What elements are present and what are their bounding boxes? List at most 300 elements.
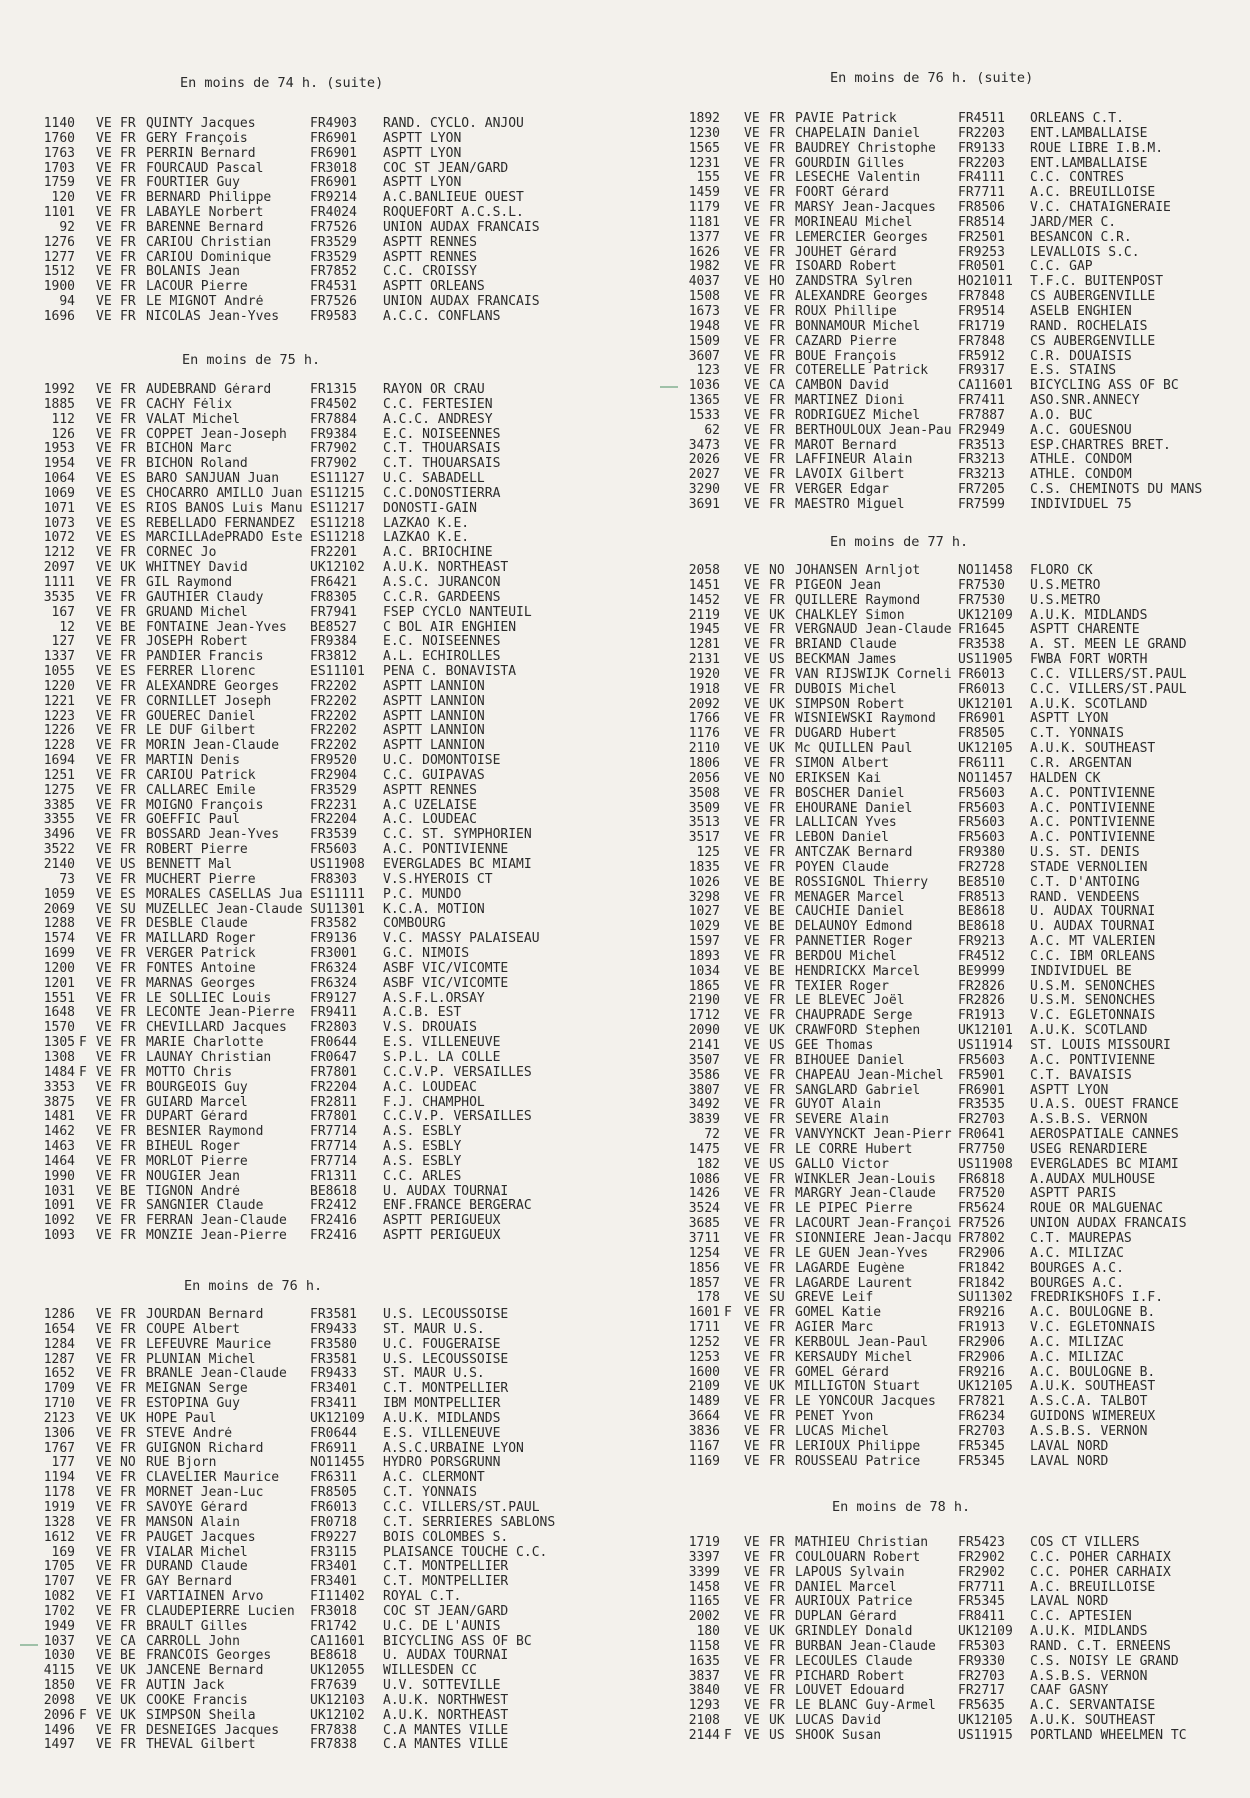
rider-cty: FR	[769, 1276, 785, 1291]
result-row	[625, 831, 1250, 846]
result-row	[0, 1605, 625, 1620]
rider-cty: US	[120, 858, 136, 872]
result-row	[625, 579, 1250, 594]
rider-club: WILLESDEN CC	[383, 1664, 477, 1679]
rider-cty: FR	[120, 1500, 136, 1515]
result-row	[625, 742, 1250, 757]
rider-cty: FR	[769, 1113, 785, 1128]
rider-club: ASPTT RENNES	[383, 235, 477, 250]
rider-cty: FR	[120, 1441, 136, 1456]
result-row	[0, 1110, 625, 1125]
rider-cty: FR	[120, 1738, 136, 1753]
rider-code: FR5345	[958, 1439, 1005, 1454]
rider-club: U.S.M. SENONCHES	[1030, 979, 1156, 994]
rider-num: 3290	[688, 483, 720, 498]
rider-name: VALAT Michel	[146, 412, 240, 427]
rider-cat: VE	[744, 1187, 760, 1202]
results-list	[625, 112, 1250, 513]
rider-name: STEVE André	[146, 1426, 233, 1441]
rider-name: FERRAN Jean-Claude	[146, 1214, 287, 1229]
rider-num: 1281	[688, 638, 720, 653]
rider-num: 1705	[43, 1560, 75, 1575]
rider-cat: VE	[96, 1411, 112, 1426]
rider-cty: BE	[769, 875, 785, 890]
result-row	[0, 1036, 625, 1051]
result-row	[625, 1610, 1250, 1625]
rider-cat: VE	[96, 561, 112, 576]
rider-cat: VE	[96, 1050, 112, 1065]
result-row	[0, 502, 625, 517]
rider-name: BOURGEOIS Guy	[146, 1080, 248, 1095]
rider-cat: VE	[96, 412, 112, 427]
rider-cat: VE	[96, 516, 112, 531]
rider-code: FR3213	[958, 468, 1005, 483]
rider-num: 1254	[688, 1246, 720, 1261]
rider-num: 1481	[43, 1110, 75, 1125]
rider-name: DURAND Claude	[146, 1560, 248, 1575]
rider-num: 1458	[688, 1580, 720, 1595]
rider-code: FR7714	[310, 1125, 357, 1140]
rider-code: FR7884	[310, 412, 357, 427]
rider-cty: FR	[769, 786, 785, 801]
rider-code: FR0501	[958, 260, 1005, 275]
rider-cty: FR	[769, 1580, 785, 1595]
result-row	[0, 1709, 625, 1724]
rider-name: BRANLE Jean-Claude	[146, 1367, 287, 1382]
rider-club: C.C.V.P. VERSAILLES	[383, 1110, 532, 1125]
rider-cty: FR	[120, 1169, 136, 1184]
rider-name: BENNETT Mal	[146, 858, 233, 872]
rider-cty: FR	[769, 1246, 785, 1261]
rider-num: 1253	[688, 1350, 720, 1365]
rider-num: 12	[59, 620, 75, 635]
rider-code: UK12101	[958, 697, 1013, 712]
rider-num: 3353	[43, 1080, 75, 1095]
rider-cty: FR	[120, 427, 136, 442]
result-row	[625, 802, 1250, 817]
rider-name: WHITNEY David	[146, 561, 248, 576]
result-row	[625, 305, 1250, 320]
rider-club: CAAF GASNY	[1030, 1684, 1109, 1699]
rider-club: ASPTT ORLEANS	[383, 280, 485, 295]
rider-cty: BE	[769, 920, 785, 935]
rider-club: A.U.K. SCOTLAND	[1030, 1024, 1148, 1039]
rider-name: LUCAS David	[795, 1714, 882, 1729]
rider-num: 3840	[688, 1684, 720, 1699]
result-row	[0, 1442, 625, 1457]
rider-code: FR2203	[958, 156, 1005, 171]
rider-code: FR4511	[958, 112, 1005, 126]
rider-cty: FR	[120, 191, 136, 206]
rider-name: MARGRY Jean-Claude	[795, 1187, 936, 1202]
rider-cat: VE	[96, 620, 112, 635]
rider-cat: VE	[96, 947, 112, 962]
result-row	[0, 162, 625, 177]
rider-code: FR3018	[310, 1604, 357, 1619]
rider-club: ORLEANS C.T.	[1030, 112, 1124, 126]
rider-cat: VE	[744, 653, 760, 668]
rider-num: 1948	[688, 319, 720, 334]
rider-cat: VE	[96, 1500, 112, 1515]
rider-cty: US	[769, 1039, 785, 1053]
rider-club: DONOSTI-GAIN	[383, 501, 477, 516]
result-row	[0, 132, 625, 147]
rider-club: A.S.C.A. TALBOT	[1030, 1395, 1148, 1410]
rider-club: ASPTT LYON	[1030, 1083, 1109, 1098]
rider-num: 3513	[688, 816, 720, 831]
rider-cty: FR	[769, 1454, 785, 1469]
rider-cat: VE	[744, 1246, 760, 1261]
rider-name: CHEVILLARD Jacques	[146, 1021, 287, 1036]
rider-cty: FR	[120, 1021, 136, 1036]
rider-cat: VE	[96, 1575, 112, 1590]
rider-num: 1337	[43, 650, 75, 665]
rider-cat: VE	[744, 141, 760, 156]
rider-name: DUBOIS Michel	[795, 682, 897, 697]
rider-num: 1856	[688, 1261, 720, 1276]
rider-name: LEFEUVRE Maurice	[146, 1337, 272, 1352]
rider-num: 2144	[688, 1728, 720, 1743]
rider-code: FR1315	[310, 383, 357, 397]
rider-code: BE8618	[310, 1649, 357, 1664]
rider-club: A.C. PONTIVIENNE	[1030, 801, 1156, 816]
rider-num: 2131	[688, 653, 720, 668]
rider-num: 1111	[43, 575, 75, 590]
rider-num: 1228	[43, 739, 75, 754]
rider-code: FR9384	[310, 427, 357, 442]
rider-cty: US	[769, 1728, 785, 1743]
rider-name: CALLAREC Emile	[146, 783, 256, 798]
rider-cty: FR	[769, 304, 785, 319]
rider-num: 1069	[43, 486, 75, 501]
rider-cty: NO	[120, 1456, 136, 1471]
rider-cty: BE	[769, 964, 785, 979]
rider-name: GOUEREC Daniel	[146, 709, 256, 724]
rider-num: 1767	[43, 1441, 75, 1456]
rider-club: A.C. BRIOCHINE	[383, 546, 493, 561]
rider-club: U.V. SOTTEVILLE	[383, 1679, 501, 1694]
rider-club: ASPTT LANNION	[383, 739, 485, 754]
rider-num: 1286	[43, 1308, 75, 1322]
rider-num: 4037	[688, 275, 720, 290]
rider-code: FR9330	[958, 1654, 1005, 1669]
rider-num: 1709	[43, 1382, 75, 1397]
rider-club: A.C. PONTIVIENNE	[1030, 816, 1156, 831]
rider-code: UK12105	[958, 742, 1013, 757]
result-row	[625, 468, 1250, 483]
rider-num: 3508	[688, 786, 720, 801]
rider-code: UK12103	[310, 1693, 365, 1708]
section-title: En moins de 75 h.	[182, 352, 321, 368]
result-row	[0, 1081, 625, 1096]
rider-cat: VE	[96, 991, 112, 1006]
rider-name: ESTOPINA Guy	[146, 1397, 240, 1412]
rider-cat: VE	[744, 608, 760, 623]
rider-club: RAND. VENDEENS	[1030, 890, 1140, 905]
rider-num: 1512	[43, 265, 75, 280]
rider-club: BOURGES A.C.	[1030, 1276, 1124, 1291]
rider-name: PIGEON Jean	[795, 578, 882, 593]
rider-club: A.C. MILIZAC	[1030, 1246, 1124, 1261]
rider-club: CS AUBERGENVILLE	[1030, 290, 1156, 305]
rider-cty: FR	[769, 438, 785, 453]
result-row	[0, 621, 625, 636]
result-row	[0, 1066, 625, 1081]
rider-cat: VE	[96, 1426, 112, 1441]
rider-num: 1533	[688, 408, 720, 423]
rider-num: 1064	[43, 472, 75, 487]
result-row	[625, 1410, 1250, 1425]
rider-code: FR9133	[958, 141, 1005, 156]
rider-num: 1034	[688, 964, 720, 979]
rider-club: A.C. LOUDEAC	[383, 1080, 477, 1095]
rider-code: FR7801	[310, 1065, 357, 1080]
rider-name: LERIOUX Philippe	[795, 1439, 921, 1454]
result-row	[625, 891, 1250, 906]
rider-code: FR3582	[310, 917, 357, 932]
rider-num: 155	[696, 171, 720, 186]
rider-cty: UK	[120, 1664, 136, 1679]
rider-code: FR8305	[310, 590, 357, 605]
rider-cat: VE	[744, 408, 760, 423]
result-row	[625, 1536, 1250, 1551]
rider-num: 1760	[43, 131, 75, 146]
rider-name: HENDRICKX Marcel	[795, 964, 921, 979]
result-row	[625, 1306, 1250, 1321]
rider-name: LECOULES Claude	[795, 1654, 913, 1669]
rider-club: A.O. BUC	[1030, 408, 1093, 423]
rider-code: US11915	[958, 1728, 1013, 1743]
rider-name: JOURDAN Bernard	[146, 1308, 264, 1322]
rider-name: LESECHE Valentin	[795, 171, 921, 186]
rider-code: FR7941	[310, 605, 357, 620]
rider-code: ES11111	[310, 887, 365, 902]
rider-cat: VE	[96, 280, 112, 295]
rider-name: VARTIAINEN Arvo	[146, 1590, 264, 1605]
rider-name: LACOURT Jean-Françoi	[795, 1217, 952, 1232]
result-row	[625, 350, 1250, 365]
rider-club: ASBF VIC/VICOMTE	[383, 961, 509, 976]
rider-cty: FR	[769, 949, 785, 964]
result-row	[625, 1187, 1250, 1202]
rider-cty: FR	[120, 1006, 136, 1021]
rider-name: LEMERCIER Georges	[795, 230, 929, 245]
rider-cat: VE	[96, 724, 112, 739]
rider-cty: FR	[120, 546, 136, 561]
result-row	[0, 799, 625, 814]
rider-code: FR2826	[958, 979, 1005, 994]
result-row	[625, 379, 1250, 394]
rider-cty: ES	[120, 665, 136, 680]
result-row	[0, 695, 625, 710]
rider-num: 1892	[688, 112, 720, 126]
rider-name: AUTIN Jack	[146, 1679, 225, 1694]
rider-num: 1178	[43, 1486, 75, 1501]
rider-name: CACHY Félix	[146, 397, 233, 412]
rider-cty: CA	[769, 379, 785, 394]
rider-code: UK12055	[310, 1664, 365, 1679]
rider-club: C.T. MAUREPAS	[1030, 1231, 1132, 1246]
rider-cat: VE	[96, 1337, 112, 1352]
rider-num: 1277	[43, 250, 75, 265]
rider-cat: VE	[744, 1261, 760, 1276]
rider-club: LAZKAO K.E.	[383, 516, 470, 531]
rider-club: U.S. LECOUSSOISE	[383, 1308, 509, 1322]
rider-code: FR9520	[310, 754, 357, 769]
rider-num: 1806	[688, 756, 720, 771]
rider-name: TEXIER Roger	[795, 979, 889, 994]
rider-code: FR3401	[310, 1560, 357, 1575]
rider-cty: FR	[769, 1699, 785, 1714]
rider-cty: FR	[120, 679, 136, 694]
rider-cty: FR	[120, 161, 136, 176]
rider-name: CARIOU Patrick	[146, 768, 256, 783]
rider-name: MORLOT Pierre	[146, 1154, 248, 1169]
rider-cat: VE	[744, 1098, 760, 1113]
rider-name: SIONNIERE Jean-Jacqu	[795, 1231, 952, 1246]
rider-cty: FR	[120, 709, 136, 724]
result-row	[0, 1051, 625, 1066]
result-row	[625, 1380, 1250, 1395]
rider-cat: VE	[96, 1619, 112, 1634]
rider-club: C.C. ST. SYMPHORIEN	[383, 828, 532, 843]
rider-code: FR7838	[310, 1738, 357, 1753]
rider-code: FR5635	[958, 1699, 1005, 1714]
rider-code: FR7887	[958, 408, 1005, 423]
rider-cat: VE	[744, 1699, 760, 1714]
rider-cty: UK	[769, 742, 785, 757]
rider-cat: VE	[96, 1397, 112, 1412]
result-row	[625, 290, 1250, 305]
result-row	[625, 1595, 1250, 1610]
rider-cat: VE	[744, 1321, 760, 1336]
rider-cat: VE	[744, 816, 760, 831]
rider-num: 3496	[43, 828, 75, 843]
result-row	[0, 1021, 625, 1036]
rider-cty: FR	[120, 768, 136, 783]
rider-num: 1223	[43, 709, 75, 724]
result-row	[0, 903, 625, 918]
rider-club: ESP.CHARTRES BRET.	[1030, 438, 1171, 453]
rider-code: FR5603	[958, 816, 1005, 831]
rider-num: 1086	[688, 1172, 720, 1187]
rider-cat: VE	[744, 1276, 760, 1291]
result-row	[625, 1232, 1250, 1247]
rider-code: US11908	[958, 1157, 1013, 1172]
rider-cat: VE	[744, 1410, 760, 1425]
rider-code: FR3529	[310, 250, 357, 265]
rider-cat: VE	[96, 191, 112, 206]
rider-code: FR2202	[310, 679, 357, 694]
rider-club: U.S.METRO	[1030, 578, 1101, 593]
rider-club: ASPTT PERIGUEUX	[383, 1229, 501, 1244]
rider-club: GUIDONS WIMEREUX	[1030, 1410, 1156, 1425]
rider-club: E.C. NOISEENNES	[383, 635, 501, 650]
rider-club: ASELB ENGHIEN	[1030, 304, 1132, 319]
rider-cat: VE	[744, 935, 760, 950]
rider-num: 1719	[688, 1536, 720, 1550]
rider-cat: VE	[744, 697, 760, 712]
rider-club: C.C. CROISSY	[383, 265, 477, 280]
rider-club: UNION AUDAX FRANCAIS	[383, 220, 540, 235]
rider-code: FR6421	[310, 575, 357, 590]
rider-cty: UK	[769, 608, 785, 623]
rider-code: FR4024	[310, 206, 357, 221]
rider-code: UK12109	[958, 1625, 1013, 1640]
rider-cty: FR	[120, 280, 136, 295]
result-row	[0, 724, 625, 739]
rider-num: 1635	[688, 1654, 720, 1669]
rider-name: GEE Thomas	[795, 1039, 874, 1053]
rider-cty: FR	[769, 334, 785, 349]
rider-num: 3837	[688, 1669, 720, 1684]
rider-num: 1462	[43, 1125, 75, 1140]
rider-cty: FR	[769, 1565, 785, 1580]
rider-name: SIMON Albert	[795, 756, 889, 771]
result-row	[0, 1679, 625, 1694]
result-row	[0, 680, 625, 695]
rider-cty: FR	[120, 1199, 136, 1214]
rider-name: LOUVET Edouard	[795, 1684, 905, 1699]
rider-num: 1920	[688, 667, 720, 682]
rider-name: Mc QUILLEN Paul	[795, 742, 913, 757]
rider-code: FR3529	[310, 235, 357, 250]
rider-code: FR2202	[310, 724, 357, 739]
rider-num: 1093	[43, 1229, 75, 1244]
result-row	[625, 1291, 1250, 1306]
rider-code: UK12109	[310, 1411, 365, 1426]
rider-code: ES11215	[310, 486, 365, 501]
result-row	[625, 424, 1250, 439]
result-row	[625, 920, 1250, 935]
rider-name: MARTIN Denis	[146, 754, 240, 769]
rider-cty: FR	[120, 1065, 136, 1080]
rider-num: 1763	[43, 146, 75, 161]
rider-club: UNION AUDAX FRANCAIS	[1030, 1217, 1187, 1232]
rider-num: 1759	[43, 176, 75, 191]
rider-name: GOMEL Katie	[795, 1306, 882, 1321]
rider-code: FR5603	[310, 843, 357, 858]
rider-club: ASPTT LYON	[383, 176, 462, 191]
rider-num: 3685	[688, 1217, 720, 1232]
rider-num: 3522	[43, 843, 75, 858]
rider-name: BICHON Roland	[146, 457, 248, 472]
rider-code: US11914	[958, 1039, 1013, 1053]
rider-num: 2140	[43, 858, 75, 872]
rider-name: SANGLARD Gabriel	[795, 1083, 921, 1098]
rider-code: FR3213	[958, 453, 1005, 468]
rider-num: 120	[51, 191, 75, 206]
rider-club: U. AUDAX TOURNAI	[383, 1649, 509, 1664]
rider-cty: FR	[120, 872, 136, 887]
rider-num: 2108	[688, 1714, 720, 1729]
result-row	[0, 1338, 625, 1353]
rider-club: A.U.K. SOUTHEAST	[1030, 1380, 1156, 1395]
rider-cty: FR	[769, 453, 785, 468]
rider-club: HYDRO PORSGRUNN	[383, 1456, 501, 1471]
rider-club: A.C. SERVANTAISE	[1030, 1699, 1156, 1714]
rider-num: 1451	[688, 578, 720, 593]
rider-code: FR1842	[958, 1276, 1005, 1291]
rider-name: BERDOU Michel	[795, 949, 897, 964]
rider-cty: FR	[120, 1560, 136, 1575]
rider-sex: F	[724, 1728, 732, 1743]
rider-cty: FR	[769, 756, 785, 771]
result-row	[0, 561, 625, 576]
rider-num: 1919	[43, 1500, 75, 1515]
rider-cty: FR	[120, 783, 136, 798]
rider-cat: VE	[96, 397, 112, 412]
